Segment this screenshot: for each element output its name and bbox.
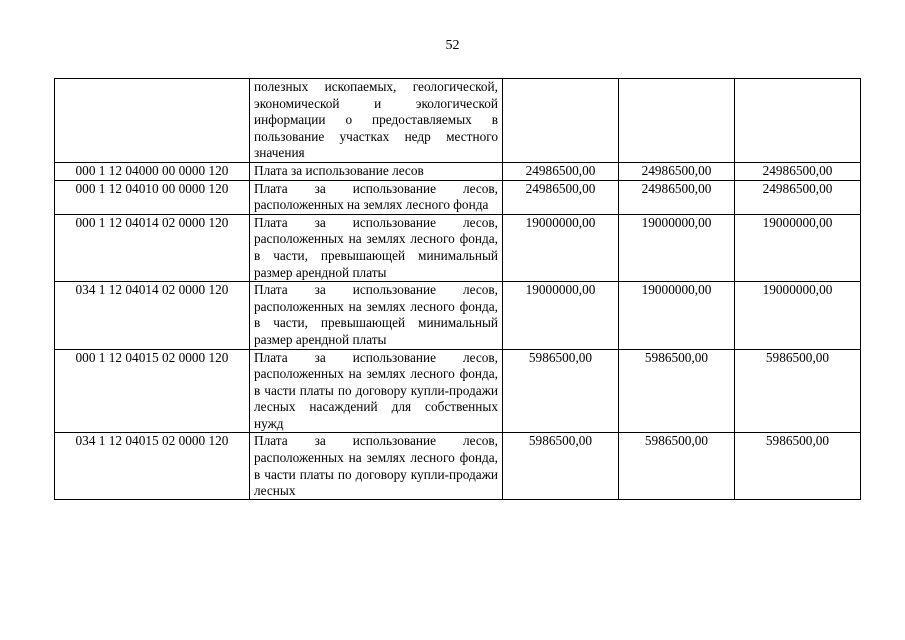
revenue-name-cell: полезных ископаемых, геологической, экономической и экологической информации о предоставляемых в пользование участках недр местного значения [250, 79, 503, 163]
table-row [55, 162, 861, 180]
page-number: 52 [445, 38, 460, 53]
amount-year-1-cell: 5986500,00 [503, 433, 619, 500]
amount-year-3-cell: 19000000,00 [735, 214, 861, 281]
classification-code-cell: 000 1 12 04000 00 0000 120 [55, 162, 250, 180]
amount-year-1-cell: 24986500,00 [503, 180, 619, 214]
revenue-name-cell: Плата за использование лесов, расположенных на землях лесного фонда, в части платы по договору купли-продажи лесных насаждений для собственных нужд [250, 349, 503, 433]
revenue-name-cell: Плата за использование лесов, расположенных на землях лесного фонда [250, 180, 503, 214]
amount-year-3-cell: 19000000,00 [735, 282, 861, 349]
revenue-name-cell: Плата за использование лесов, расположенных на землях лесного фонда, в части, превышающей минимальный размер арендной платы [250, 282, 503, 349]
table-row [55, 282, 861, 349]
classification-code-cell: 000 1 12 04015 02 0000 120 [55, 349, 250, 433]
classification-code-cell: 000 1 12 04014 02 0000 120 [55, 214, 250, 281]
table-row [55, 180, 861, 214]
table-row [55, 214, 861, 281]
amount-year-1-cell: 24986500,00 [503, 162, 619, 180]
classification-code-cell: 000 1 12 04010 00 0000 120 [55, 180, 250, 214]
table-row [55, 349, 861, 433]
budget-revenue-table [54, 78, 861, 500]
table-row [55, 433, 861, 500]
amount-year-1-cell: 19000000,00 [503, 214, 619, 281]
amount-year-2-cell: 24986500,00 [619, 180, 735, 214]
amount-year-1-cell: 5986500,00 [503, 349, 619, 433]
classification-code-cell: 034 1 12 04015 02 0000 120 [55, 433, 250, 500]
table-row [55, 79, 861, 163]
amount-year-2-cell: 5986500,00 [619, 433, 735, 500]
amount-year-1-cell: 19000000,00 [503, 282, 619, 349]
classification-code-cell: 034 1 12 04014 02 0000 120 [55, 282, 250, 349]
amount-year-2-cell: 24986500,00 [619, 162, 735, 180]
amount-year-2-cell: 19000000,00 [619, 214, 735, 281]
amount-year-3-cell: 24986500,00 [735, 162, 861, 180]
amount-year-3-cell [735, 79, 861, 163]
revenue-name-cell: Плата за использование лесов, расположенных на землях лесного фонда, в части, превышающей минимальный размер арендной платы [250, 214, 503, 281]
amount-year-2-cell [619, 79, 735, 163]
amount-year-1-cell [503, 79, 619, 163]
classification-code-cell [55, 79, 250, 163]
amount-year-3-cell: 5986500,00 [735, 349, 861, 433]
revenue-name-text: Плата за использование лесов, расположенных на землях лесного фонда, в части платы по договору купли-продажи лесных [254, 433, 498, 499]
revenue-name-cell [250, 433, 503, 500]
amount-year-3-cell: 24986500,00 [735, 180, 861, 214]
amount-year-3-cell: 5986500,00 [735, 433, 861, 500]
amount-year-2-cell: 5986500,00 [619, 349, 735, 433]
amount-year-2-cell: 19000000,00 [619, 282, 735, 349]
revenue-name-cell: Плата за использование лесов [250, 162, 503, 180]
